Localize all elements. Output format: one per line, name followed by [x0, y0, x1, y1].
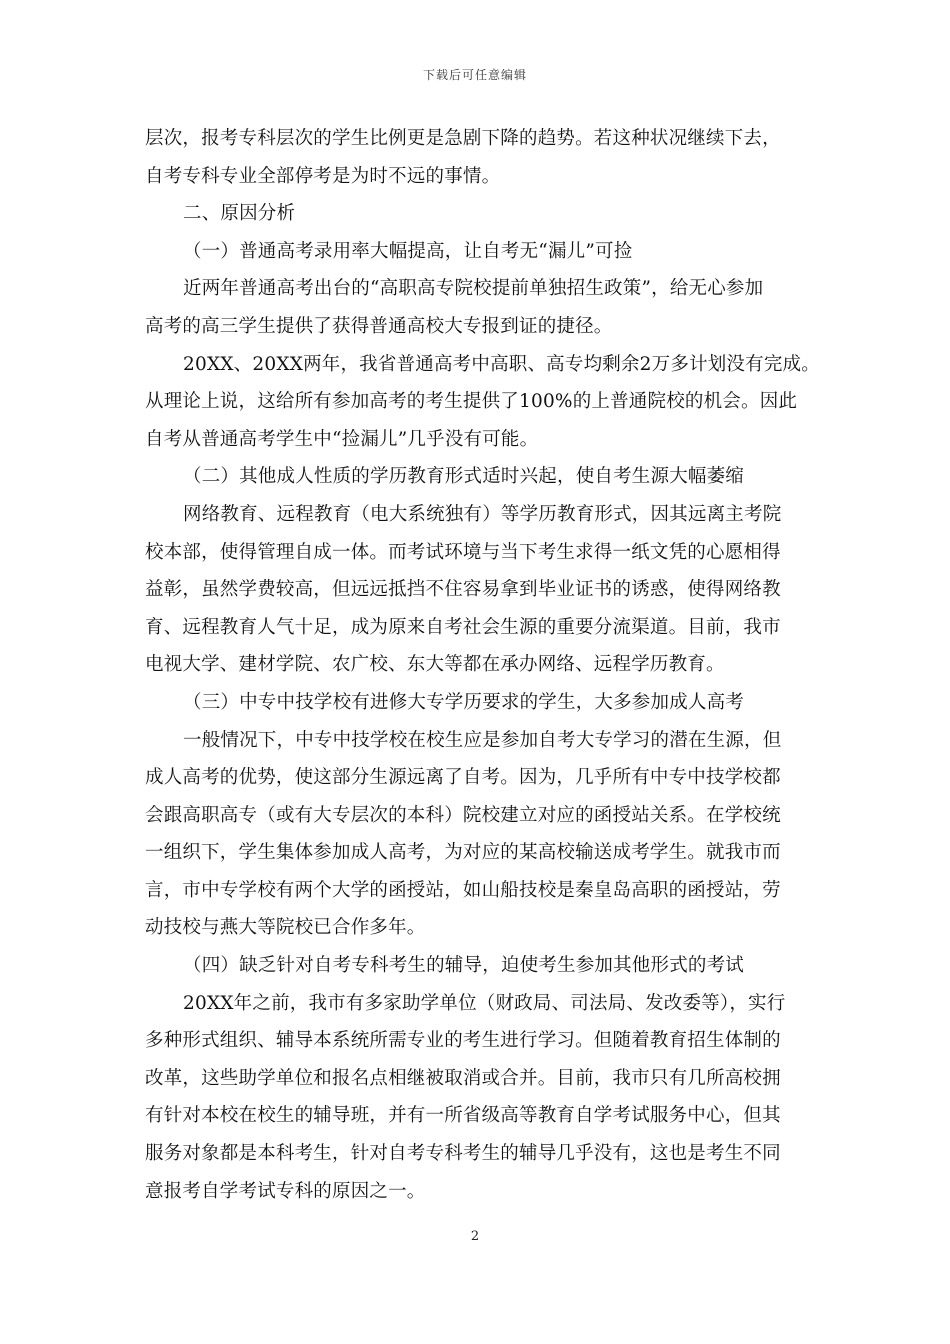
text-line: 20XX年之前，我市有多家助学单位（财政局、司法局、发改委等），实行 — [183, 992, 786, 1014]
text-line: 有针对本校在校生的辅导班，并有一所省级高等教育自学考试服务中心，但其 — [145, 1105, 781, 1127]
text-line: 高考的高三学生提供了获得普通高校大专报到证的捷径。 — [145, 315, 613, 337]
text-line: 自考从普通高考学生中“捡漏儿”几乎没有可能。 — [145, 428, 539, 450]
text-line: 一般情况下，中专中技学校在校生应是参加自考大专学习的潜在生源，但 — [183, 729, 782, 751]
text-line: 近两年普通高考出台的“高职高专院校提前单独招生政策”，给无心参加 — [183, 278, 764, 300]
text-line: 意报考自学考试专科的原因之一。 — [145, 1180, 426, 1202]
text-line: 改革，这些助学单位和报名点相继被取消或合并。目前，我市只有几所高校拥 — [145, 1067, 781, 1089]
text-line: 自考专科专业全部停考是为时不远的事情。 — [145, 165, 501, 187]
text-line: 一组织下，学生集体参加成人高考，为对应的某高校输送成考学生。就我市而 — [145, 842, 781, 864]
text-line: （一）普通高考录用率大幅提高，让自考无“漏儿”可捡 — [183, 240, 633, 262]
text-line: 服务对象都是本科考生，针对自考专科考生的辅导几乎没有，这也是考生不同 — [145, 1143, 781, 1165]
text-line: 网络教育、远程教育（电大系统独有）等学历教育形式，因其远离主考院 — [183, 503, 782, 525]
text-line: 会跟高职高专（或有大专层次的本科）院校建立对应的函授站关系。在学校统 — [145, 804, 781, 826]
text-line: 成人高考的优势，使这部分生源远离了自考。因为，几乎所有中专中技学校都 — [145, 767, 781, 789]
document-body — [145, 120, 820, 1210]
page-number: 2 — [470, 1229, 480, 1244]
text-line: 育、远程教育人气十足，成为原来自考社会生源的重要分流渠道。目前，我市 — [145, 616, 781, 638]
page-header: 下载后可任意编辑 — [422, 68, 527, 82]
text-line: 多种形式组织、辅导本系统所需专业的考生进行学习。但随着教育招生体制的 — [145, 1030, 781, 1052]
text-line: 言，市中专学校有两个大学的函授站，如山船技校是秦皇岛高职的函授站，劳 — [145, 879, 781, 901]
text-line: 电视大学、建材学院、农广校、东大等都在承办网络、远程学历教育。 — [145, 654, 725, 676]
text-line: （二）其他成人性质的学历教育形式适时兴起，使自考生源大幅萎缩 — [183, 466, 745, 488]
text-line: 二、原因分析 — [183, 203, 296, 225]
text-line: （三）中专中技学校有进修大专学历要求的学生，大多参加成人高考 — [183, 691, 745, 713]
text-line: 益彰，虽然学费较高，但远远抵挡不住容易拿到毕业证书的诱惑，使得网络教 — [145, 579, 781, 601]
text-line: 20XX、20XX两年，我省普通高考中高职、高专均剩余2万多计划没有完成。 — [183, 353, 820, 375]
text-line: 从理论上说，这给所有参加高考的考生提供了100%的上普通院校的机会。因此 — [145, 391, 798, 413]
text-line: 校本部，使得管理自成一体。而考试环境与当下考生求得一纸文凭的心愿相得 — [145, 541, 781, 563]
text-line: 层次，报考专科层次的学生比例更是急剧下降的趋势。若这种状况继续下去， — [145, 128, 781, 149]
text-line: （四）缺乏针对自考专科考生的辅导，迫使考生参加其他形式的考试 — [183, 955, 745, 977]
text-line: 动技校与燕大等院校已合作多年。 — [145, 917, 426, 939]
